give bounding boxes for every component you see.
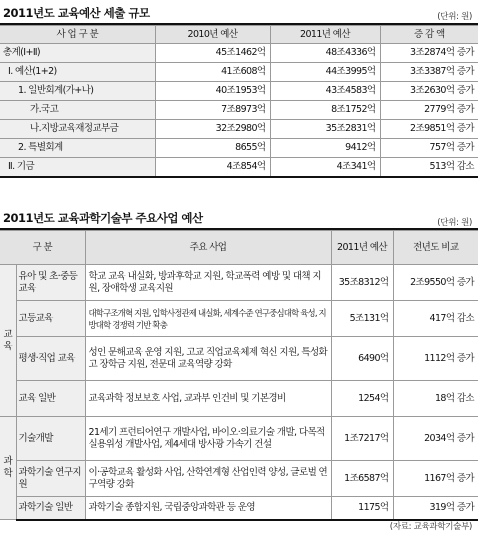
- table-row: [0, 139, 478, 158]
- cell-2010: 8655억: [155, 139, 270, 158]
- row-category: 교육 일반: [16, 381, 85, 417]
- cell-2011: 35조2831억: [270, 120, 380, 139]
- cell-compare: 417억 감소: [393, 301, 478, 337]
- cell-change: 2조9851억 증가: [380, 120, 478, 139]
- section2-title: 2011년도 교육과학기술부 주요사업 예산: [3, 211, 203, 225]
- table-row: [0, 120, 478, 139]
- header-budget: 2011년 예산: [331, 231, 393, 265]
- row-category: 평생·직업 교육: [16, 337, 85, 381]
- table-row: [0, 497, 478, 520]
- section2-unit: (단위: 원): [437, 218, 472, 228]
- row-category: 과학기술 연구지원: [16, 461, 85, 497]
- row-programs: 이·공학교육 활성화 사업, 산학연계형 산업인력 양성, 글로벌 연구역량 강화: [85, 461, 331, 497]
- cell-2010: 40조1953억: [155, 82, 270, 101]
- header-change: 증 감 액: [380, 26, 478, 44]
- cell-budget: 1조7217억: [331, 417, 393, 461]
- cell-2011: 43조4583억: [270, 82, 380, 101]
- header-programs: 주요 사업: [85, 231, 331, 265]
- cell-2010: 41조608억: [155, 63, 270, 82]
- cell-compare: 319억 증가: [393, 497, 478, 520]
- row-programs: 교육과학 정보보호 사업, 교과부 인건비 및 기본경비: [85, 381, 331, 417]
- cell-2011: 44조3995억: [270, 63, 380, 82]
- group-education: 교육: [0, 265, 16, 417]
- table-row: [0, 101, 478, 120]
- table-row: [0, 461, 478, 497]
- header-category: 구 분: [0, 231, 85, 265]
- row-category: 과학기술 일반: [16, 497, 85, 520]
- row-label: Ⅰ. 예산(1+2): [0, 63, 155, 82]
- header-2011: 2011년 예산: [270, 26, 380, 44]
- cell-change: 3조3387억 증가: [380, 63, 478, 82]
- cell-budget: 5조131억: [331, 301, 393, 337]
- row-label: Ⅱ. 기금: [0, 158, 155, 177]
- cell-2011: 4조341억: [270, 158, 380, 177]
- cell-2011: 8조1752억: [270, 101, 380, 120]
- table-row: [0, 44, 478, 63]
- row-label: 1. 일반회계(가+나): [0, 82, 155, 101]
- row-label: 나.지방교육재정교부금: [0, 120, 155, 139]
- cell-compare: 18억 감소: [393, 381, 478, 417]
- row-programs: 과학기술 종합지원, 국립중앙과학관 등 운영: [85, 497, 331, 520]
- row-label: 2. 특별회계: [0, 139, 155, 158]
- cell-change: 757억 증가: [380, 139, 478, 158]
- row-label: 가.국고: [0, 101, 155, 120]
- cell-budget: 35조8312억: [331, 265, 393, 301]
- row-programs: 성인 문해교육 운영 지원, 고교 직업교육체제 혁신 지원, 특성화고 장학금 지원, 전문대 교육역량 강화: [85, 337, 331, 381]
- table-row: [0, 337, 478, 381]
- header-2010: 2010년 예산: [155, 26, 270, 44]
- header-category: 사 업 구 분: [0, 26, 155, 44]
- major-programs-table: [0, 230, 478, 521]
- group-science: 과학: [0, 417, 16, 520]
- table-row: [0, 158, 478, 177]
- header-compare: 전년도 비교: [393, 231, 478, 265]
- cell-2011: 9412억: [270, 139, 380, 158]
- row-programs: 21세기 프런티어연구 개발사업, 바이오·의료기술 개발, 다목적 실용위성 개발사업, 제4세대 방사광 가속기 건설: [85, 417, 331, 461]
- table-header-row: [0, 26, 478, 44]
- row-programs: 학교 교육 내실화, 방과후학교 지원, 학교폭력 예방 및 대책 지원, 장애학생 교육지원: [85, 265, 331, 301]
- budget-scale-table-wrap: [0, 23, 478, 178]
- row-programs: 대학구조개혁 지원, 입학사정관제 내실화, 세계수준 연구중심대학 육성, 지방대학 경쟁력 기반 확충: [85, 301, 331, 337]
- cell-2010: 7조8973억: [155, 101, 270, 120]
- cell-compare: 1112억 증가: [393, 337, 478, 381]
- cell-compare: 1167억 증가: [393, 461, 478, 497]
- cell-compare: 2조9550억 증가: [393, 265, 478, 301]
- cell-compare: 2034억 증가: [393, 417, 478, 461]
- cell-2011: 48조4336억: [270, 44, 380, 63]
- cell-change: 3조2874억 증가: [380, 44, 478, 63]
- cell-budget: 1조6587억: [331, 461, 393, 497]
- row-category: 유아 및 초·중등교육: [16, 265, 85, 301]
- table-row: [0, 417, 478, 461]
- table-row: [0, 381, 478, 417]
- table-row: [0, 82, 478, 101]
- section1-unit: (단위: 원): [437, 12, 472, 22]
- major-programs-table-wrap: [0, 228, 478, 521]
- cell-change: 2779억 증가: [380, 101, 478, 120]
- cell-budget: 1175억: [331, 497, 393, 520]
- cell-2010: 32조2980억: [155, 120, 270, 139]
- table-row: [0, 63, 478, 82]
- table-row: [0, 301, 478, 337]
- cell-budget: 1254억: [331, 381, 393, 417]
- cell-budget: 6490억: [331, 337, 393, 381]
- cell-2010: 4조854억: [155, 158, 270, 177]
- row-label: 총계(Ⅰ+Ⅱ): [0, 44, 155, 63]
- table-header-row: [0, 231, 478, 265]
- table-row: [0, 265, 478, 301]
- budget-scale-table: [0, 25, 478, 178]
- cell-change: 513억 감소: [380, 158, 478, 177]
- row-category: 기술개발: [16, 417, 85, 461]
- source-note: (자료: 교육과학기술부): [389, 522, 472, 532]
- cell-change: 3조2630억 증가: [380, 82, 478, 101]
- section1-title: 2011년도 교육예산 세출 규모: [3, 6, 150, 20]
- cell-2010: 45조1462억: [155, 44, 270, 63]
- row-category: 고등교육: [16, 301, 85, 337]
